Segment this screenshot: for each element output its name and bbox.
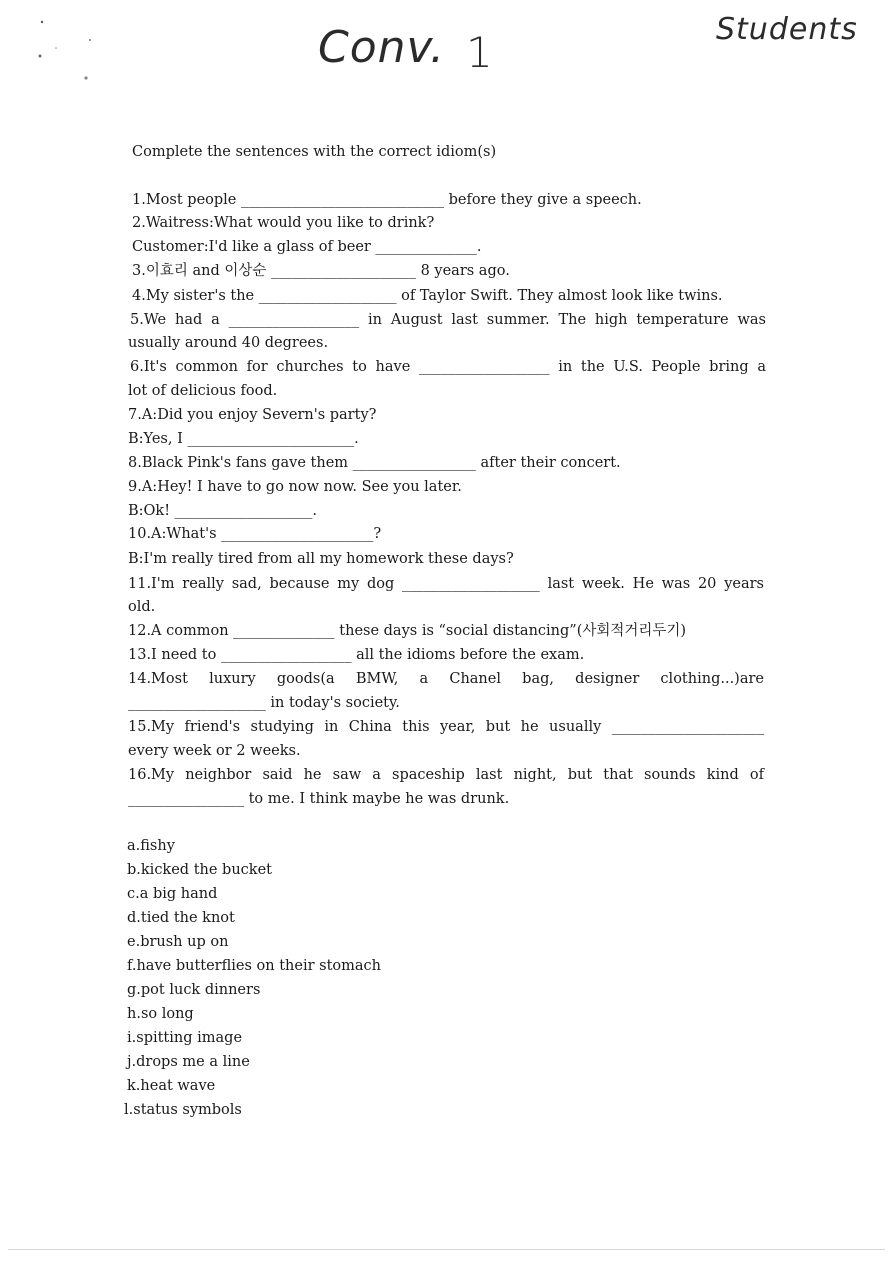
question-line: 8.Black Pink's fans gave them _________________ after their concert. [128, 455, 621, 471]
answer-option: c.a big hand [127, 886, 218, 902]
question-line: Customer:I'd like a glass of beer ______________. [132, 239, 482, 255]
question-line: B:I'm really tired from all my homework these days? [128, 551, 514, 567]
answer-option: a.fishy [127, 838, 175, 854]
answer-option: b.kicked the bucket [127, 862, 272, 878]
question-line: usually around 40 degrees. [128, 335, 329, 351]
question-line: 2.Waitress:What would you like to drink? [132, 215, 435, 231]
question-line: 9.A:Hey! I have to go now now. See you later. [128, 479, 462, 495]
question-line: 4.My sister's the ___________________ of Taylor Swift. They almost look like twins. [132, 288, 723, 304]
question-line: 15.My friend's studying in China this year, but he usually _____________________ [128, 719, 764, 735]
question-line: lot of delicious food. [128, 383, 278, 399]
question-line: ___________________ in today's society. [128, 695, 400, 711]
question-line: old. [128, 599, 156, 615]
question-line: B:Yes, I _______________________. [128, 431, 359, 447]
question-line: B:Ok! ___________________. [128, 503, 318, 519]
question-line: 12.A common ______________ these days is “social distancing”(사회적거리두기) [128, 623, 687, 639]
question-line: 16.My neighbor said he saw a spaceship last night, but that sounds kind of [128, 767, 764, 783]
question-line: 6.It's common for churches to have __________________ in the U.S. People bring a [130, 359, 766, 375]
instruction: Complete the sentences with the correct idiom(s) [132, 144, 497, 160]
question-line: 13.I need to __________________ all the idioms before the exam. [128, 647, 585, 663]
question-line: every week or 2 weeks. [128, 743, 301, 759]
answer-option: k.heat wave [127, 1078, 216, 1094]
answer-option: j.drops me a line [127, 1054, 250, 1070]
question-line: 14.Most luxury goods(a BMW, a Chanel bag, designer clothing...)are [128, 671, 764, 687]
question-line: 3.이효리 and 이상순 ____________________ 8 years ago. [132, 263, 510, 279]
answer-option: e.brush up on [127, 934, 229, 950]
answer-option: d.tied the knot [127, 910, 235, 926]
question-line: 11.I'm really sad, because my dog ___________________ last week. He was 20 years [128, 576, 764, 592]
handwritten-corner-note: Students [716, 12, 858, 47]
question-line: 1.Most people ____________________________ before they give a speech. [132, 192, 642, 208]
answer-option: f.have butterflies on their stomach [127, 958, 382, 974]
answer-option: i.spitting image [127, 1030, 243, 1046]
question-line: ________________ to me. I think maybe he was drunk. [128, 791, 510, 807]
answer-option: g.pot luck dinners [127, 982, 261, 998]
answer-option: h.so long [127, 1006, 194, 1022]
scan-specks [34, 18, 94, 88]
handwritten-title: Conv. [318, 22, 445, 73]
question-line: 10.A:What's _____________________? [128, 526, 382, 542]
scan-edge-rule [8, 1249, 885, 1250]
question-line: 5.We had a __________________ in August last summer. The high temperature was [130, 312, 766, 328]
question-line: 7.A:Did you enjoy Severn's party? [128, 407, 377, 423]
handwritten-number: 1 [466, 28, 494, 77]
answer-option: l.status symbols [124, 1102, 242, 1118]
